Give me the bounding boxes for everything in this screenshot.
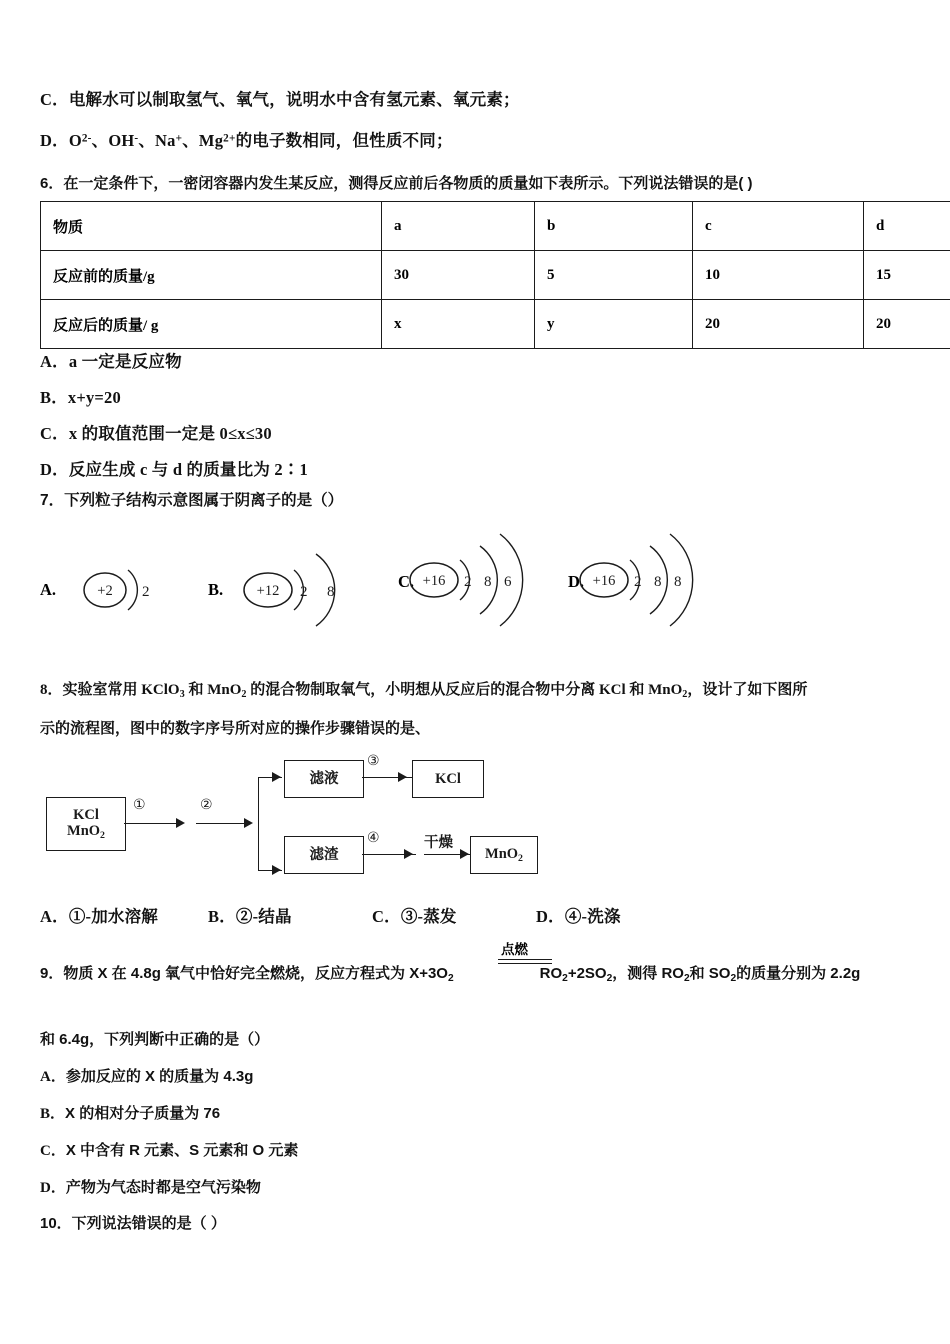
- q9-option-c-text: X 中含有 R 元素、S 元素和 O 元素: [65, 1142, 299, 1159]
- flow-start-kcl: KCl: [73, 806, 99, 823]
- flow-box-filtrate: 滤液: [284, 760, 364, 798]
- flow-arrow-1-head: [176, 818, 185, 828]
- nucleus-charge: +2: [97, 583, 113, 599]
- shell-electron-count: 2: [300, 584, 308, 600]
- flow-step-3: ③: [367, 753, 380, 769]
- table-cell-value: y: [535, 300, 693, 349]
- shell-electron-count: 2: [634, 574, 642, 590]
- q9-option-d-text: 产物为气态时都是空气污染物: [65, 1179, 261, 1196]
- shell-electron-count: 2: [464, 574, 472, 590]
- table-cell-value: 15: [864, 251, 950, 300]
- ion-na: Na: [155, 131, 176, 150]
- shell-electron-count: 6: [504, 574, 512, 590]
- reaction-condition-label: 点燃: [501, 942, 528, 957]
- q9-option-c: [40, 1139, 298, 1160]
- q8-stem-part: 和 MnO: [184, 682, 242, 698]
- flow-mno2-main: MnO: [485, 845, 519, 862]
- q8-stem-part: 的混合物制取氧气，小明想从反应后的混合物中分离 KCl 和 MnO: [246, 682, 683, 698]
- q9-option-c-label: C．: [40, 1143, 66, 1159]
- q5-option-d-label: D．: [40, 131, 69, 150]
- q8-stem-part: ，设计了如下图所: [687, 682, 808, 698]
- formula-sub: 2: [682, 688, 688, 700]
- flow-start-mno2: MnO: [67, 823, 101, 840]
- ion-o-charge: 2-: [81, 132, 92, 145]
- q5-option-c: C．电解水可以制取氢气、氧气，说明水中含有氢元素、氧元素；: [40, 90, 520, 109]
- q9-option-a-text: 参加反应的 X 的质量为 4.3g: [65, 1068, 254, 1085]
- table-cell-value: 10: [693, 251, 864, 300]
- q9-stem-part: RO: [539, 965, 563, 982]
- q9-stem-part: 9．物质 X 在 4.8g 氧气中恰好完全燃烧，反应方程式为 X+3O: [40, 965, 448, 982]
- flow-arrow-2-line: [196, 823, 244, 824]
- flow-split-vertical: [258, 777, 259, 870]
- q7-choice-a-label: A.: [40, 580, 57, 599]
- shell-electron-count: 8: [654, 574, 662, 590]
- reaction-bar-bottom: [498, 963, 552, 964]
- q9-stem-part: +2SO: [567, 965, 607, 982]
- q9-option-b-label: B．: [40, 1106, 66, 1122]
- q8-stem-line2: 示的流程图，图中的数字序号所对应的操作步骤错误的是、: [40, 721, 431, 737]
- formula-sub: 2: [730, 972, 737, 984]
- ion-na-charge: +: [175, 132, 183, 145]
- flow-dry-arrow-head: [460, 849, 469, 859]
- formula-sub: 2: [447, 972, 454, 984]
- formula-sub: 2: [606, 972, 613, 984]
- q8-stem-part: 8．实验室常用 KClO: [40, 682, 180, 698]
- nucleus-charge: +16: [592, 573, 616, 589]
- q8-option-a: A．①-加水溶解: [40, 907, 159, 926]
- formula-sub: 2: [100, 830, 105, 842]
- q9-stem-part: ，测得 RO: [612, 965, 684, 982]
- q9-option-d: [40, 1176, 261, 1197]
- table-cell-rowlabel: 反应前的质量/g: [41, 251, 382, 300]
- q8-option-b: B．②-结晶: [208, 907, 292, 926]
- table-cell-value: 20: [864, 300, 950, 349]
- table-cell-rowlabel: 反应后的质量/ g: [41, 300, 382, 349]
- nucleus-charge: +16: [422, 573, 446, 589]
- q9-stem-part: 的质量分别为 2.2g: [736, 965, 861, 982]
- ion-oh: OH: [108, 131, 135, 150]
- flow-dry-label: 干燥: [424, 835, 453, 851]
- flow-box-kcl: KCl: [412, 760, 484, 798]
- flow-step-2: ②: [200, 797, 213, 813]
- q8-option-d: D．④-洗涤: [536, 907, 621, 926]
- ion-mg: Mg: [198, 131, 224, 150]
- sep: 、: [182, 131, 199, 150]
- table-cell-header-3: c: [693, 202, 864, 251]
- sep: 、: [138, 131, 156, 150]
- formula-sub: 2: [518, 852, 523, 864]
- formula-sub: 2: [241, 688, 247, 700]
- table-cell-value: x: [382, 300, 535, 349]
- shell-electron-count: 8: [674, 574, 682, 590]
- q10-stem: 10．下列说法错误的是（ ）: [40, 1215, 226, 1232]
- q7-choice-d-label: D.: [568, 572, 585, 591]
- q7-choice-c-label: C.: [398, 572, 415, 591]
- q9-option-b-text: X 的相对分子质量为 76: [65, 1105, 221, 1122]
- q9-option-a: [40, 1065, 253, 1086]
- formula-sub: 3: [179, 688, 185, 700]
- nucleus-charge: +12: [256, 583, 280, 599]
- flow-arrow-2-head: [244, 818, 253, 828]
- flow-box-mno2: [470, 836, 538, 874]
- table-cell-value: 20: [693, 300, 864, 349]
- table-cell-header-4: d: [864, 202, 950, 251]
- flow-arrow-1-line: [124, 823, 176, 824]
- ion-oh-charge: -: [134, 132, 139, 145]
- q7-choice-b-label: B.: [208, 580, 224, 599]
- q6-stem: 6．在一定条件下，一密闭容器内发生某反应，测得反应前后各物质的质量如下表所示。下列说法错误的是( ): [40, 175, 753, 192]
- formula-sub: 2: [683, 972, 690, 984]
- q9-option-d-label: D．: [40, 1180, 66, 1196]
- flow-branch-down-head: [272, 865, 281, 875]
- q6-option-a: A．a 一定是反应物: [40, 352, 182, 371]
- flow-arrow-3-head: [398, 772, 407, 782]
- shell-electron-count: 8: [484, 574, 492, 590]
- table-cell-value: 30: [382, 251, 535, 300]
- table-cell-header-1: a: [382, 202, 535, 251]
- shell-electron-count: 8: [327, 584, 335, 600]
- table-cell-header-0: 物质: [41, 202, 382, 251]
- q9-option-a-label: A．: [40, 1069, 66, 1085]
- flow-step-4: ④: [367, 830, 380, 846]
- flow-arrow-4-head: [404, 849, 413, 859]
- formula-sub: 2: [562, 972, 568, 984]
- flow-branch-up-head: [272, 772, 281, 782]
- q9-stem-line2: 和 6.4g，下列判断中正确的是（）: [40, 1031, 270, 1048]
- q7-stem: 7．下列粒子结构示意图属于阴离子的是（）: [40, 492, 344, 509]
- q9-option-b: [40, 1102, 220, 1123]
- ion-mg-charge: 2+: [223, 132, 236, 145]
- shell-electron-count: 2: [142, 584, 150, 600]
- q9-stem-part: 和 SO: [689, 965, 731, 982]
- q6-option-d: D．反应生成 c 与 d 的质量比为 2∶1: [40, 460, 308, 479]
- flow-box-start: [46, 797, 126, 851]
- table-cell-header-2: b: [535, 202, 693, 251]
- q6-option-c: C．x 的取值范围一定是 0≤x≤30: [40, 424, 272, 443]
- q9-stem-line1: [40, 962, 860, 984]
- q8-option-c: C．③-蒸发: [372, 907, 457, 926]
- sep: 、: [91, 131, 109, 150]
- table-cell-value: 5: [535, 251, 693, 300]
- flow-box-residue: 滤渣: [284, 836, 364, 874]
- q5-option-d-tail: 的电子数相同，但性质不同；: [235, 131, 453, 150]
- flow-step-1: ①: [133, 797, 146, 813]
- q6-option-b: B．x+y=20: [40, 388, 121, 407]
- ion-o: O: [68, 131, 82, 150]
- reaction-bar-top: [498, 959, 552, 960]
